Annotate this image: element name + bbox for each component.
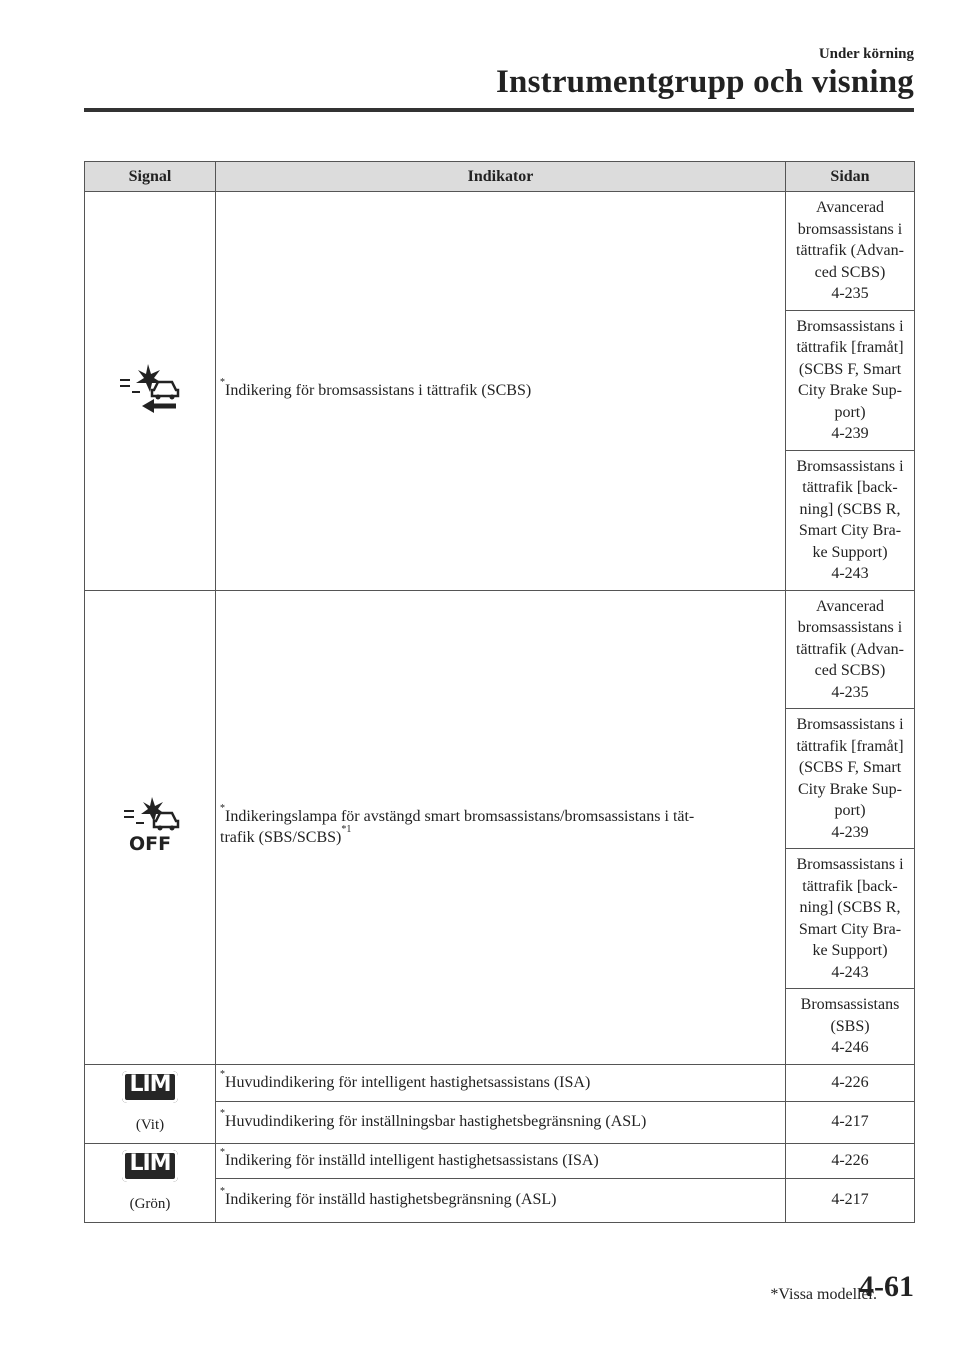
indicator-cell	[216, 1178, 786, 1222]
page-line: port)	[834, 802, 866, 819]
asterisk: *	[220, 1146, 225, 1158]
footnote-ref: *1	[341, 824, 352, 835]
page-line: bromsassistans i	[797, 619, 903, 636]
indicator-cell	[216, 590, 786, 1064]
page-line: ke Support)	[812, 543, 888, 561]
page-number-ref[interactable]: 4-239	[831, 823, 869, 841]
table-row	[85, 1143, 915, 1178]
page-line: tättrafik [back-	[802, 877, 898, 895]
indicator-text: trafik (SBS/SCBS)	[220, 829, 342, 846]
page-number-ref[interactable]: 4-217	[786, 1178, 915, 1222]
footnote: *Vissa modeller.	[770, 1286, 877, 1303]
page-number-ref[interactable]: 4-246	[831, 1039, 869, 1056]
asterisk: *	[220, 802, 225, 814]
page-line: ke Support)	[812, 942, 888, 959]
table-row	[85, 1064, 915, 1101]
page-number-ref[interactable]: 4-226	[786, 1064, 915, 1101]
page-ref-cell	[786, 192, 915, 311]
page-line: Bromsassistans i	[796, 716, 904, 733]
section-title: Under körning	[818, 46, 914, 62]
asterisk: *	[220, 1186, 225, 1198]
page-line: Bromsassistans	[800, 996, 900, 1013]
indicator-cell	[216, 192, 786, 591]
page-line: City Brake Sup-	[798, 780, 902, 798]
signal-cell	[85, 1064, 216, 1143]
asterisk: *	[220, 1068, 225, 1080]
header-indicator: Indikator	[216, 162, 786, 192]
page-number-ref[interactable]: 4-243	[831, 565, 869, 582]
asterisk: *	[220, 377, 225, 388]
indicator-text: Indikeringslampa för avstängd smart bromsassistans/bromsassistans i tät-	[225, 807, 695, 825]
page-number-ref[interactable]: 4-243	[831, 963, 869, 981]
page-line: bromsassistans i	[797, 220, 903, 238]
page-line: City Brake Sup-	[798, 382, 902, 399]
page-number: 4-61	[859, 1270, 914, 1303]
page-line: Avancerad	[815, 199, 885, 216]
page-line: tättrafik [back-	[802, 479, 898, 496]
page-line: Avancerad	[815, 597, 885, 615]
lim-label: LIM	[129, 1071, 171, 1097]
asterisk: *	[220, 1108, 225, 1120]
page-number-ref[interactable]: 4-235	[831, 683, 869, 701]
table-row	[85, 590, 915, 709]
page-ref-cell	[786, 310, 915, 450]
page-ref-cell	[786, 450, 915, 590]
page-number-ref[interactable]: 4-235	[831, 285, 869, 302]
page-line: ced SCBS)	[814, 662, 886, 679]
page-line: (SCBS F, Smart	[798, 759, 902, 776]
table-row	[85, 192, 915, 311]
page-line: ning] (SCBS R,	[799, 899, 901, 916]
indicator-table	[84, 161, 915, 1223]
scbs-warning-icon	[118, 362, 182, 414]
page-line: Smart City Bra-	[798, 920, 902, 938]
indicator-cell	[216, 1064, 786, 1101]
indicator-text: Huvudindikering för intelligent hastighetsassistans (ISA)	[225, 1073, 591, 1091]
page-line: tättrafik (Advan-	[796, 242, 904, 259]
signal-cell	[85, 192, 216, 591]
page-line: tättrafik [framåt]	[796, 737, 904, 755]
page-line: tättrafik [framåt]	[796, 339, 904, 356]
indicator-cell	[216, 1143, 786, 1178]
indicator-text: Huvudindikering för inställningsbar hastighetsbegränsning (ASL)	[225, 1113, 647, 1131]
indicator-text: Indikering för inställd hastighetsbegränsning (ASL)	[225, 1191, 557, 1209]
signal-cell	[85, 590, 216, 1064]
header-page: Sidan	[786, 162, 915, 192]
signal-cell	[85, 1143, 216, 1222]
page-line: Bromsassistans i	[796, 856, 904, 873]
page-line: port)	[834, 403, 866, 421]
page-ref-cell	[786, 989, 915, 1065]
page-ref-cell	[786, 849, 915, 989]
page-line: ced SCBS)	[814, 263, 886, 281]
indicator-text: Indikering för bromsassistans i tättrafik (SCBS)	[225, 382, 532, 399]
page-line: (SCBS F, Smart	[798, 360, 902, 378]
lim-white-icon	[122, 1071, 178, 1103]
header-signal: Signal	[85, 162, 216, 192]
page-number-ref[interactable]: 4-226	[786, 1143, 915, 1178]
indicator-cell	[216, 1101, 786, 1143]
page-line: tättrafik (Advan-	[796, 640, 904, 658]
indicator-text: Indikering för inställd intelligent hastighetsassistans (ISA)	[225, 1151, 599, 1169]
color-label: (Vit)	[135, 1117, 165, 1133]
page-line: ning] (SCBS R,	[799, 500, 901, 518]
page-ref-cell	[786, 709, 915, 849]
table-header-row	[85, 162, 915, 192]
page-line: Smart City Bra-	[798, 522, 902, 539]
lim-green-icon	[122, 1150, 178, 1182]
scbs-off-icon	[118, 795, 182, 853]
lim-label: LIM	[129, 1150, 171, 1176]
chapter-title: Instrumentgrupp och visning	[496, 64, 914, 100]
page-line: Bromsassistans i	[796, 317, 904, 335]
color-label: (Grön)	[129, 1196, 171, 1212]
page-number-ref[interactable]: 4-217	[786, 1101, 915, 1143]
page-number-ref[interactable]: 4-239	[831, 425, 869, 442]
page-ref-cell	[786, 590, 915, 709]
header-rule	[84, 108, 914, 112]
page-line: (SBS)	[830, 1017, 870, 1035]
off-label: OFF	[128, 832, 172, 853]
page-line: Bromsassistans i	[796, 457, 904, 475]
